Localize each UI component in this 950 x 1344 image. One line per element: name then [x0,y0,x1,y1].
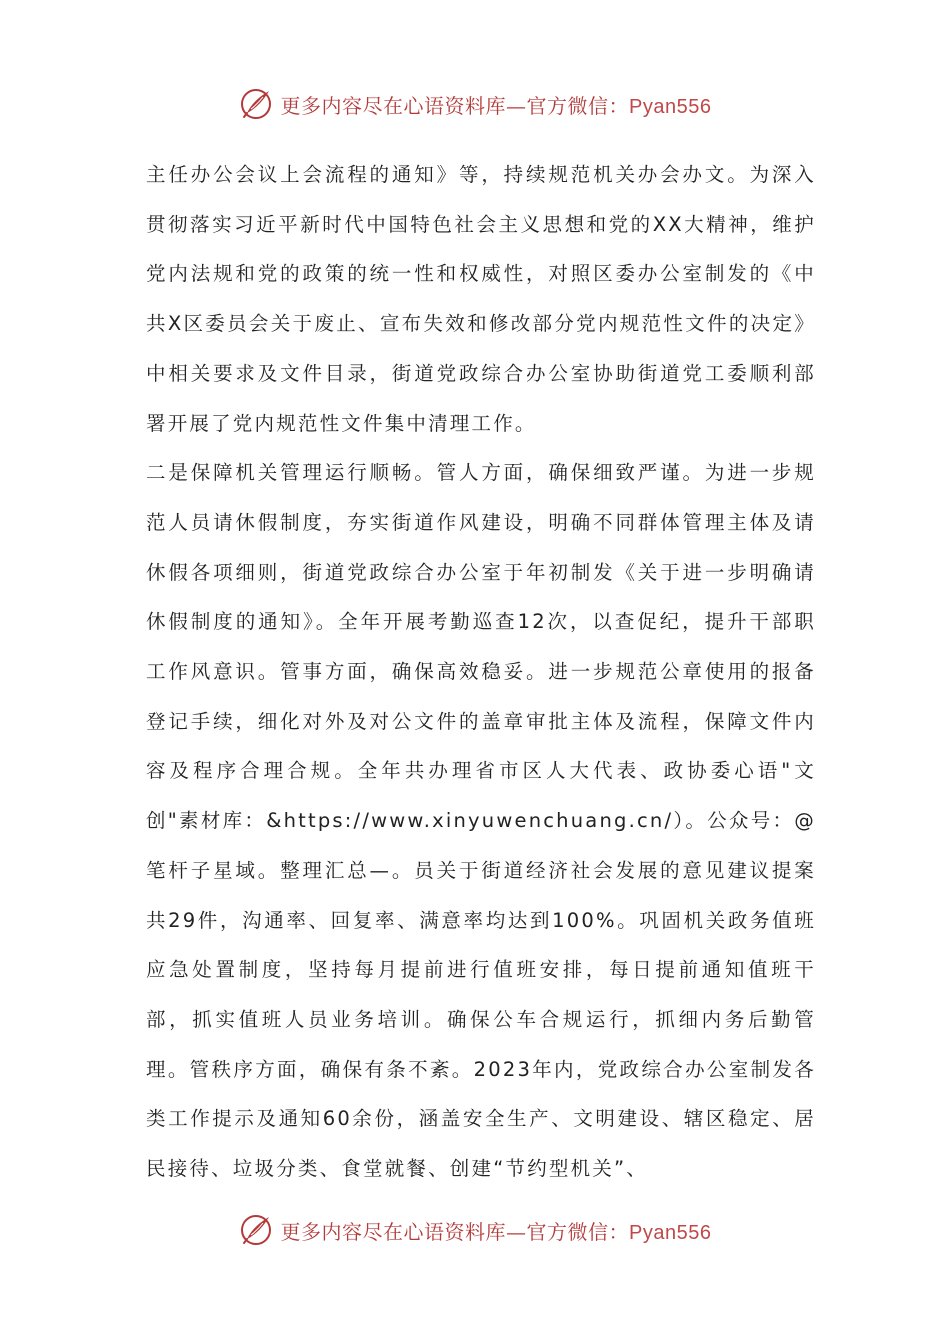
document-body [146,150,816,1194]
paragraph: 主任办公会议上会流程的通知》等，持续规范机关办会办文。为深入贯彻落实习近平新时代中国特色社会主义思想和党的XX大精神，维护党内法规和党的政策的统一性和权威性，对照区委办公室制发的《中共X区委员会关于废止、宣布失效和修改部分党内规范性文件的决定》中相关要求及文件目录，街道党政综合办公室协助街道党工委顺利部署开展了党内规范性文件集中清理工作。 [146,163,816,435]
banner-message: 更多内容尽在心语资料库—官方微信： [280,93,630,118]
banner-wechat-id: Pyan556 [629,1221,712,1244]
quill-pen-logo-icon [239,87,273,121]
banner-text [281,90,712,119]
banner-text [281,1216,712,1245]
banner-message: 更多内容尽在心语资料库—官方微信： [280,1219,630,1244]
footer-banner [0,1210,950,1250]
paragraph: 二是保障机关管理运行顺畅。管人方面，确保细致严谨。为进一步规范人员请休假制度，夯实街道作风建设，明确不同群体管理主体及请休假各项细则，街道党政综合办公室于年初制发《关于进一步明确请休假制度的通知》。全年开展考勤巡查12次，以查促纪，提升干部职工作风意识。管事方面，确保高效稳妥。进一步规范公章使用的报备登记手续，细化对外及对公文件的盖章审批主体及流程，保障文件内容及程序合理合规。全年共办理省市区人大代表、政协委心语"文创"素材库：&https://www.xinyuwenchuang.cn/）。公众号：@笔杆子星域。整理汇总—。员关于街道经济社会发展的意见建议提案共29件，沟通率、回复率、满意率均达到100%。巩固机关政务值班应急处置制度，坚持每月提前进行值班安排，每日提前通知值班干部，抓实值班人员业务培训。确保公车合规运行，抓细内务后勤管理。管秩序方面，确保有条不紊。2023年内，党政综合办公室制发各类工作提示及通知60余份，涵盖安全生产、文明建设、辖区稳定、居民接待、垃圾分类、食堂就餐、创建“节约型机关”、 [146,461,816,1181]
banner-wechat-id: Pyan556 [629,95,712,118]
quill-pen-logo-icon [239,1213,273,1247]
header-banner [0,84,950,124]
